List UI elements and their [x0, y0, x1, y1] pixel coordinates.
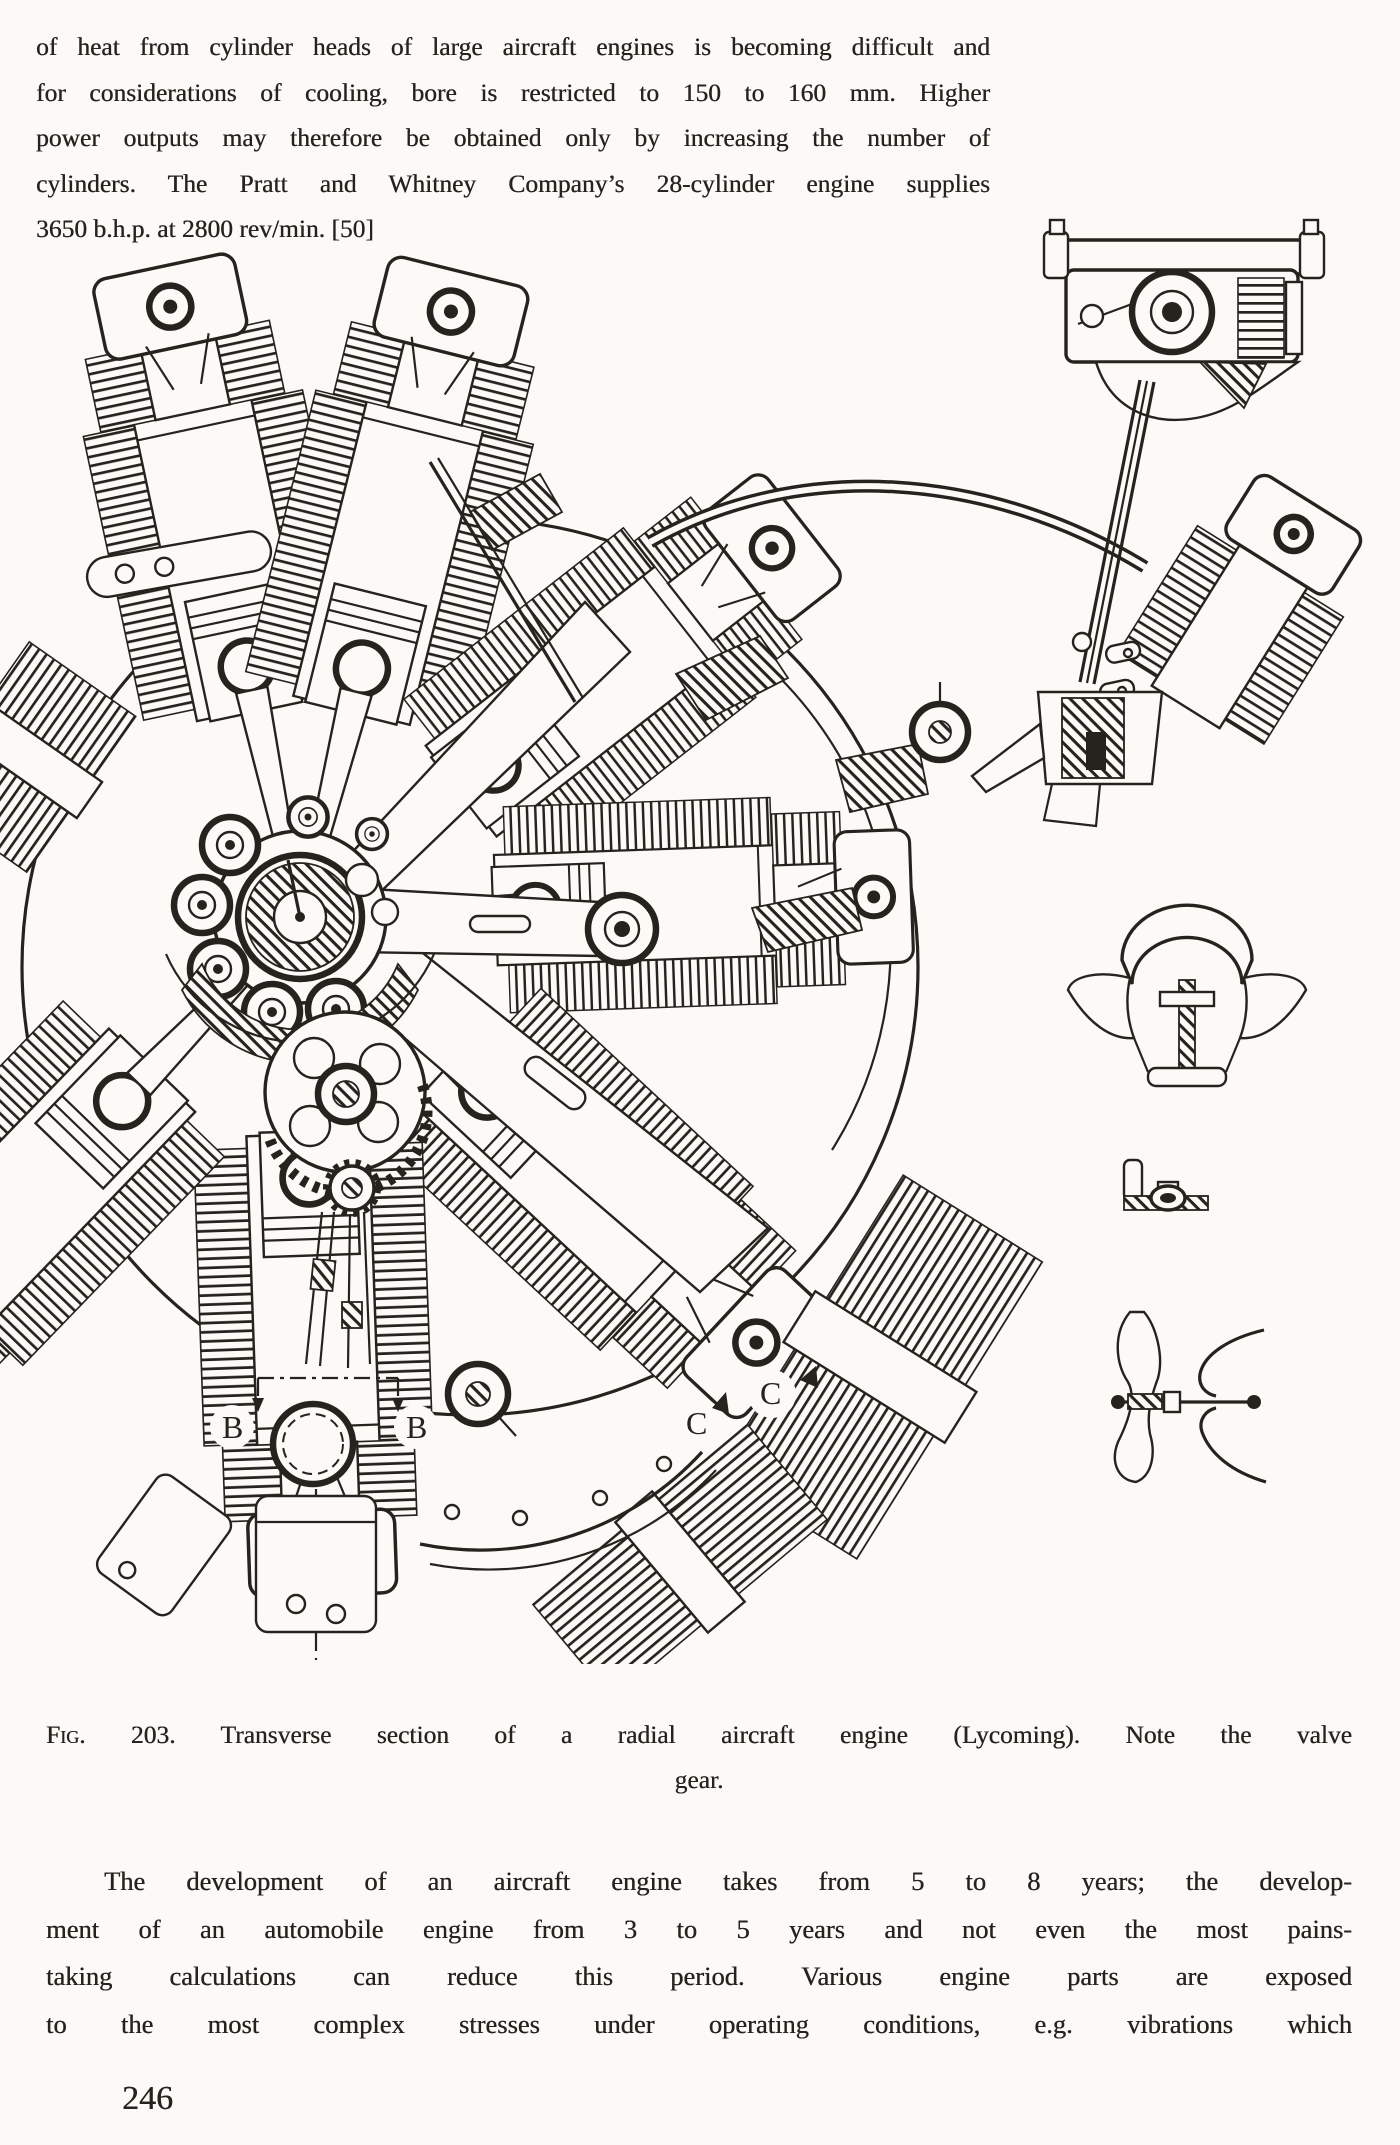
figure-203-drawing [0, 212, 1400, 1664]
section-label-b-left: B [222, 1409, 244, 1445]
text-line: taking calculations can reduce this period. Various engine parts are exposed [46, 1961, 1352, 1991]
text-line: power outputs may therefore be obtained only by increasing the number of [36, 123, 990, 152]
section-label-c-right: C [760, 1375, 782, 1411]
radial-engine-main-section [0, 243, 1386, 1664]
figure-caption-line2: gear. [674, 1765, 724, 1794]
counterweight-detail [1111, 1312, 1266, 1482]
figure-caption-text: Transverse section of a radial aircraft engine (Lycoming). Note the valve [220, 1720, 1352, 1749]
text-line: The development of an aircraft engine takes from 5 to 8 years; the develop- [104, 1866, 1352, 1896]
clamp-bracket-detail [1124, 1160, 1208, 1210]
text-line: of heat from cylinder heads of large aircraft engines is becoming difficult and [36, 32, 990, 61]
figure-caption [46, 1712, 1352, 1802]
figure-number-label: Fig. 203. [46, 1720, 176, 1749]
text-line: for considerations of cooling, bore is restricted to 150 to 160 mm. Higher [36, 77, 990, 107]
spark-plug-boss [912, 682, 968, 760]
figure-caption-line1 [46, 1712, 1352, 1757]
text-line: ment of an automobile engine from 3 to 5 years and not even the most pains- [46, 1913, 1352, 1944]
section-label-b-right: B [406, 1409, 428, 1445]
piston-crown-detail [1068, 905, 1306, 1086]
text-line: 3650 b.h.p. at 2800 rev/min. [50] [36, 214, 374, 243]
text-line: cylinders. The Pratt and Whitney Company’s 28-cylinder engine supplies [36, 168, 990, 198]
paragraph-bottom [46, 1858, 1352, 2048]
page-number: 246 [122, 2080, 173, 2117]
text-line: to the most complex stresses under operating conditions, e.g. vibrations which [46, 2008, 1352, 2039]
section-label-c-left: C [686, 1405, 708, 1441]
spark-plug-boss [448, 1364, 516, 1436]
